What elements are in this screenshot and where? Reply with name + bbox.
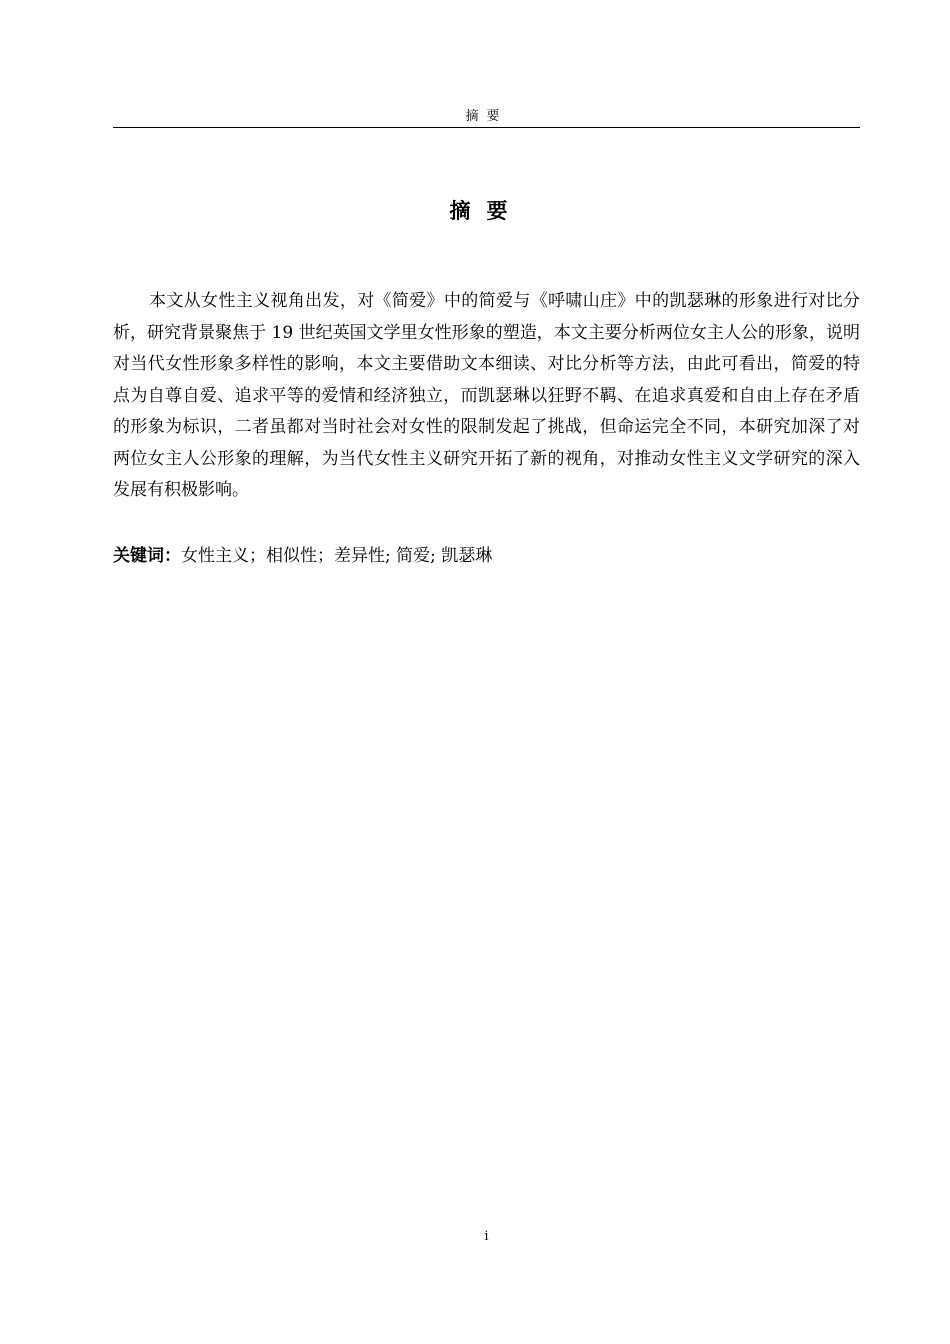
page-number: i [484, 1229, 489, 1244]
keywords-label: 关键词： [113, 546, 181, 566]
running-header: 摘要 [465, 109, 508, 124]
keywords-line [113, 542, 860, 570]
header-rule [113, 127, 860, 128]
abstract-body: 本文从女性主义视角出发，对《简爱》中的简爱与《呼啸山庄》中的凯瑟琳的形象进行对比分析，研究背景聚焦于 19 世纪英国文学里女性形象的塑造，本文主要分析两位女主人公的形象，说明对当代女性形象多样性的影响，本文主要借助文本细读、对比分析等方法，由此可看出，简爱的特点为自尊自爱、追求平等的爱情和经济独立，而凯瑟琳以狂野不羁、在追求真爱和自由上存在矛盾的形象为标识，二者虽都对当时社会对女性的限制发起了挑战，但命运完全不同，本研究加深了对两位女主人公形象的理解，为当代女性主义研究开拓了新的视角，对推动女性主义文学研究的深入发展有积极影响。 [113, 291, 860, 500]
keywords-value: 女性主义；相似性；差异性; 简爱; 凯瑟琳 [181, 546, 493, 566]
abstract-title: 摘要 [449, 199, 524, 223]
